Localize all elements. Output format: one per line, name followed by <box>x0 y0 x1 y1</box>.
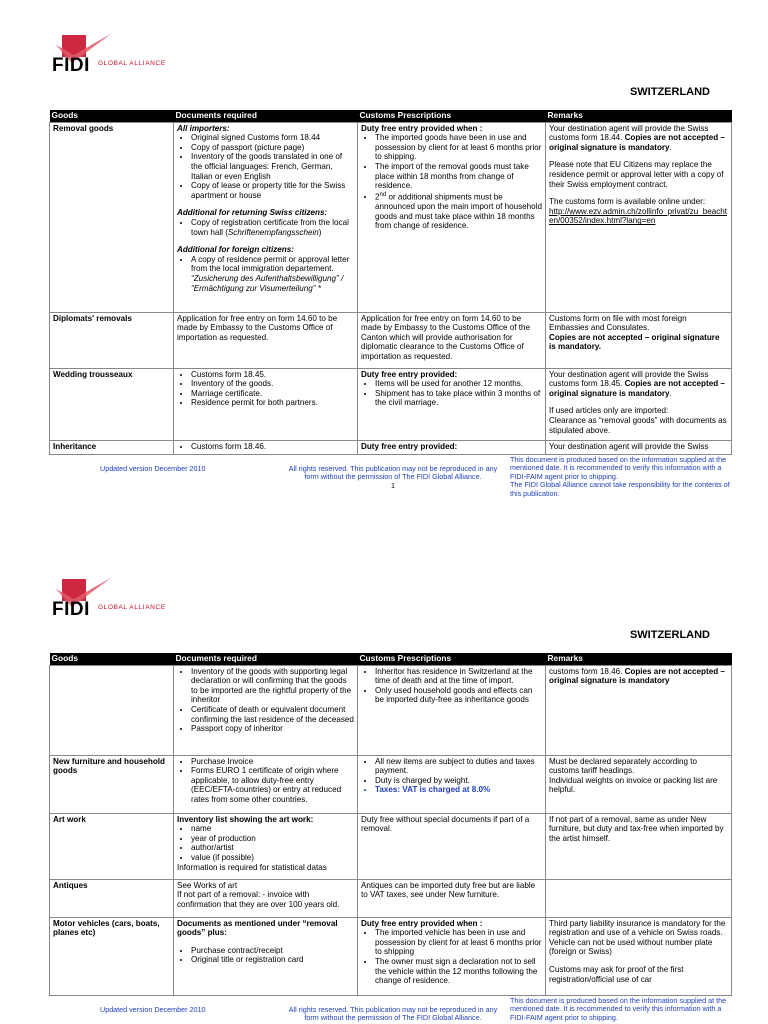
column-header: Goods <box>50 653 174 665</box>
table-row <box>50 813 732 879</box>
goods-cell: Inheritance <box>50 440 174 455</box>
section-heading: All importers: <box>177 123 230 133</box>
list-item: • 2nd or additional shipments must be announced upon the main import of household goods and must take place within 18 months from change of residence. <box>375 191 542 231</box>
remarks-cell <box>546 122 732 312</box>
document-list <box>177 946 354 965</box>
section-heading: Duty free entry provided when : <box>361 918 483 928</box>
page-number: 1 <box>391 480 395 490</box>
page-title: SWITZERLAND <box>629 629 710 641</box>
table-row <box>50 917 732 995</box>
list-item: • Inheritor has residence in Switzerland at the time of death and at the time of import. <box>375 667 542 686</box>
column-header: Remarks <box>546 110 732 122</box>
prescription-list <box>361 667 542 705</box>
list-item: • Inventory of the goods with supporting legal declaration or will confirming that the goods to be imported are the rightful property of the inheritor <box>191 667 354 705</box>
documents-cell <box>174 122 358 312</box>
list-item: • year of production <box>191 834 354 844</box>
customs-cell <box>358 755 546 813</box>
footer-disclaimer: This document is produced based on the information supplied at the mentioned date. It is recommended to verify this information with a FIDI-FAIM agent prior to shipping. <box>510 996 727 1022</box>
column-header: Goods <box>50 110 174 122</box>
remark-text: Clearance as “removal goods” with documents as stipulated above. <box>549 415 727 435</box>
column-header: Customs Prescriptions <box>358 653 546 665</box>
documents-cell: Application for free entry on form 14.60 to be made by Embassy to the Customs Office of importation as requested. <box>174 312 358 368</box>
list-item: • Original title or registration card <box>191 955 354 965</box>
table-row <box>50 879 732 917</box>
customs-cell <box>358 368 546 440</box>
brand-tagline: GLOBAL ALLIANCE <box>98 60 166 67</box>
note-text: Information is required for statistical datas <box>177 862 327 872</box>
column-header: Remarks <box>546 653 732 665</box>
goods-cell: Removal goods <box>50 122 174 312</box>
remarks-cell <box>546 917 732 995</box>
documents-cell <box>174 917 358 995</box>
remarks-cell <box>546 755 732 813</box>
remarks-cell: If not part of a removal, same as under New furniture, but duty and tax-free when imported by the artist himself. <box>546 813 732 879</box>
list-item: • author/artist <box>191 843 354 853</box>
document-list <box>177 218 354 237</box>
list-item: • value (if possible) <box>191 853 354 863</box>
table-row <box>50 665 732 755</box>
customs-cell: Antiques can be imported duty free but are liable to VAT taxes, see under New furniture. <box>358 879 546 917</box>
column-header: Documents required <box>174 653 358 665</box>
goods-cell: Wedding trousseaux <box>50 368 174 440</box>
list-item: • The imported vehicle has been in use and possession by client for at least 6 months prior to shipping <box>375 928 542 957</box>
list-item: • The imported goods have been in use and possession by client for at least 6 months prior to shipping. <box>375 133 542 162</box>
goods-cell <box>50 665 174 755</box>
document-list <box>177 667 354 734</box>
document-list <box>177 133 354 200</box>
fidi-logo <box>52 33 166 78</box>
column-header: Documents required <box>174 110 358 122</box>
section-heading: Inventory list showing the art work: <box>177 814 314 824</box>
prescription-list <box>361 757 542 795</box>
remark-text: Third party liability insurance is mandatory for the registration and use of a vehicle on Swiss roads. Vehicle can not be used without number plate (foreign or Swiss) <box>549 918 726 957</box>
footer-updated: Updated version December 2010 <box>100 1005 206 1014</box>
list-item: • Residence permit for both partners. <box>191 398 354 408</box>
list-item: • Copy of lease or property title for the Swiss apartment or house <box>191 181 354 200</box>
list-item: • Marriage certificate. <box>191 389 354 399</box>
list-item: • Only used household goods and effects can be imported duty-free as inheritance goods <box>375 686 542 705</box>
documents-cell <box>174 368 358 440</box>
list-item: • Duty is charged by weight. <box>375 776 542 786</box>
table-row <box>50 440 732 455</box>
remark-text: Customs may ask for proof of the first registration/official use of car <box>549 964 684 984</box>
section-heading: Additional for foreign citizens: <box>177 245 294 255</box>
remarks-cell <box>546 312 732 368</box>
list-item: • Certificate of death or equivalent document confirming the last residence of the deceased <box>191 705 354 724</box>
page-title: SWITZERLAND <box>629 86 710 98</box>
section-heading: Additional for returning Swiss citizens: <box>177 208 328 218</box>
document-list <box>177 757 354 805</box>
prescription-list <box>361 133 542 231</box>
brand-name: FIDI <box>52 55 90 76</box>
customs-cell <box>358 122 546 312</box>
customs-form-link[interactable]: http://www.ezv.admin.ch/zollinfo_privat/zu_beachten/00352/index.html?lang=en <box>549 206 728 226</box>
vat-rate-item: • Taxes: VAT is charged at 8.0% <box>375 785 542 795</box>
remark-text: Please note that EU Citizens may replace the residence permit or approval letter with a copy of their Swiss employment contract. <box>549 160 724 189</box>
documents-cell <box>174 665 358 755</box>
remarks-cell: Your destination agent will provide the Swiss <box>546 440 732 455</box>
list-item: • Purchase contract/receipt <box>191 946 354 956</box>
table-row <box>50 755 732 813</box>
prescription-list <box>361 379 542 408</box>
list-item: • The owner must sign a declaration not to sell the vehicle within the 12 months following the change of residence. <box>375 957 542 986</box>
footer-disclaimer: This document is produced based on the information supplied at the mentioned date. It is recommended to verify this information with a FIDI-FAIM agent prior to shipping. The FIDI Global Alliance cannot take responsibility for the contents of this publication. <box>510 455 730 498</box>
remark-text: Copies are not accepted – original signature is mandatory. <box>549 332 720 352</box>
goods-cell: Antiques <box>50 879 174 917</box>
remark-text: Must be declared separately according to customs tariff headings. <box>549 756 698 776</box>
documents-cell <box>174 813 358 879</box>
documents-cell <box>174 440 358 455</box>
document-page-2 <box>0 545 768 1024</box>
document-list <box>177 255 354 293</box>
list-item: • The import of the removal goods must take place within 18 months from change of residence. <box>375 162 542 191</box>
remark-text: Your destination agent will provide the Swiss customs form 18.44. Copies are not accepted – original signature is mandatory. <box>549 123 725 152</box>
table-row <box>50 122 732 312</box>
list-item: • Customs form 18.46. <box>191 442 354 452</box>
goods-cell: New furniture and household goods <box>50 755 174 813</box>
brand-name: FIDI <box>52 599 90 620</box>
list-item: • Shipment has to take place within 3 months of the civil marriage. <box>375 389 542 408</box>
table-row <box>50 368 732 440</box>
prescription-list <box>361 928 542 986</box>
footer-rights: All rights reserved. This publication may not be reproduced in any form without the permission of The FIDI Global Alliance. <box>288 1005 498 1023</box>
remark-text: The customs form is available online under: <box>549 197 706 207</box>
document-list <box>177 370 354 408</box>
table-row <box>50 312 732 368</box>
list-item: • Purchase Invoice <box>191 757 354 767</box>
remarks-cell <box>546 879 732 917</box>
list-item: • Copy of passport (picture page) <box>191 143 354 153</box>
section-heading: Duty free entry provided when : <box>361 123 483 133</box>
list-item: • Items will be used for another 12 months. <box>375 379 542 389</box>
list-item: • Copy of registration certificate from the local town hall (Schriftenempfangsschein) <box>191 218 354 237</box>
fidi-logo <box>52 577 166 622</box>
list-item: • Original signed Customs form 18.44 <box>191 133 354 143</box>
goods-cell: Art work <box>50 813 174 879</box>
footer-rights: All rights reserved. This publication may not be reproduced in any form without the permission of The FIDI Global Alliance. 1 <box>282 465 504 490</box>
remark-text: If used articles only are imported: <box>549 406 669 416</box>
documents-cell: See Works of art If not part of a removal: - invoice with confirmation that they are over 100 years old. <box>174 879 358 917</box>
list-item: • name <box>191 824 354 834</box>
list-item: • A copy of residence permit or approval letter from the local immigration departement. “Zusicherung des Aufenthaltsbewilligung” / “Ermächtigung zur Visumerteilung” * <box>191 255 354 293</box>
list-item: • Passport copy of inheritor <box>191 724 354 734</box>
remark-text: Individual weights on invoice or packing list are helpful. <box>549 775 718 795</box>
documents-cell <box>174 755 358 813</box>
customs-table <box>49 110 732 455</box>
customs-cell <box>358 917 546 995</box>
customs-cell <box>358 665 546 755</box>
table-header-row <box>50 110 732 122</box>
section-heading: Duty free entry provided: <box>361 369 458 379</box>
column-header: Customs Prescriptions <box>358 110 546 122</box>
remark-text: Customs form on file with most foreign Embassies and Consulates. <box>549 313 687 333</box>
brand-tagline: GLOBAL ALLIANCE <box>98 604 166 611</box>
customs-cell: Application for free entry on form 14.60 to be made by Embassy to the Customs Office of the Canton which will provide authorisation for diplomatic clearance to the Customs Office of importation as requested. <box>358 312 546 368</box>
footer-updated: Updated version December 2010 <box>100 464 206 473</box>
customs-cell: Duty free entry provided: <box>358 440 546 455</box>
customs-table <box>49 653 732 996</box>
list-item: • Inventory of the goods translated in one of the official languages: French, German, Italian or even English <box>191 152 354 181</box>
goods-cell: Motor vehicles (cars, boats, planes etc) <box>50 917 174 995</box>
list-item: • Customs form 18.45. <box>191 370 354 380</box>
list-item: • Inventory of the goods. <box>191 379 354 389</box>
remark-text: Your destination agent will provide the Swiss customs form 18.45. Copies are not accepted – original signature is mandatory. <box>549 369 725 398</box>
list-item: • All new items are subject to duties and taxes payment. <box>375 757 542 776</box>
list-item: • Forms EURO 1 certificate of origin where applicable, to allow duty-free entry (EEC/EFTA-countries) or entry at reduced rates from some other countries. <box>191 766 354 804</box>
document-list <box>177 824 354 862</box>
table-header-row <box>50 653 732 665</box>
remarks-cell: customs form 18.46. Copies are not accepted – original signature is mandatory <box>546 665 732 755</box>
remarks-cell <box>546 368 732 440</box>
section-heading: Documents as mentioned under “removal goods” plus: <box>177 918 338 938</box>
goods-cell: Diplomats' removals <box>50 312 174 368</box>
customs-cell: Duty free without special documents if part of a removal. <box>358 813 546 879</box>
